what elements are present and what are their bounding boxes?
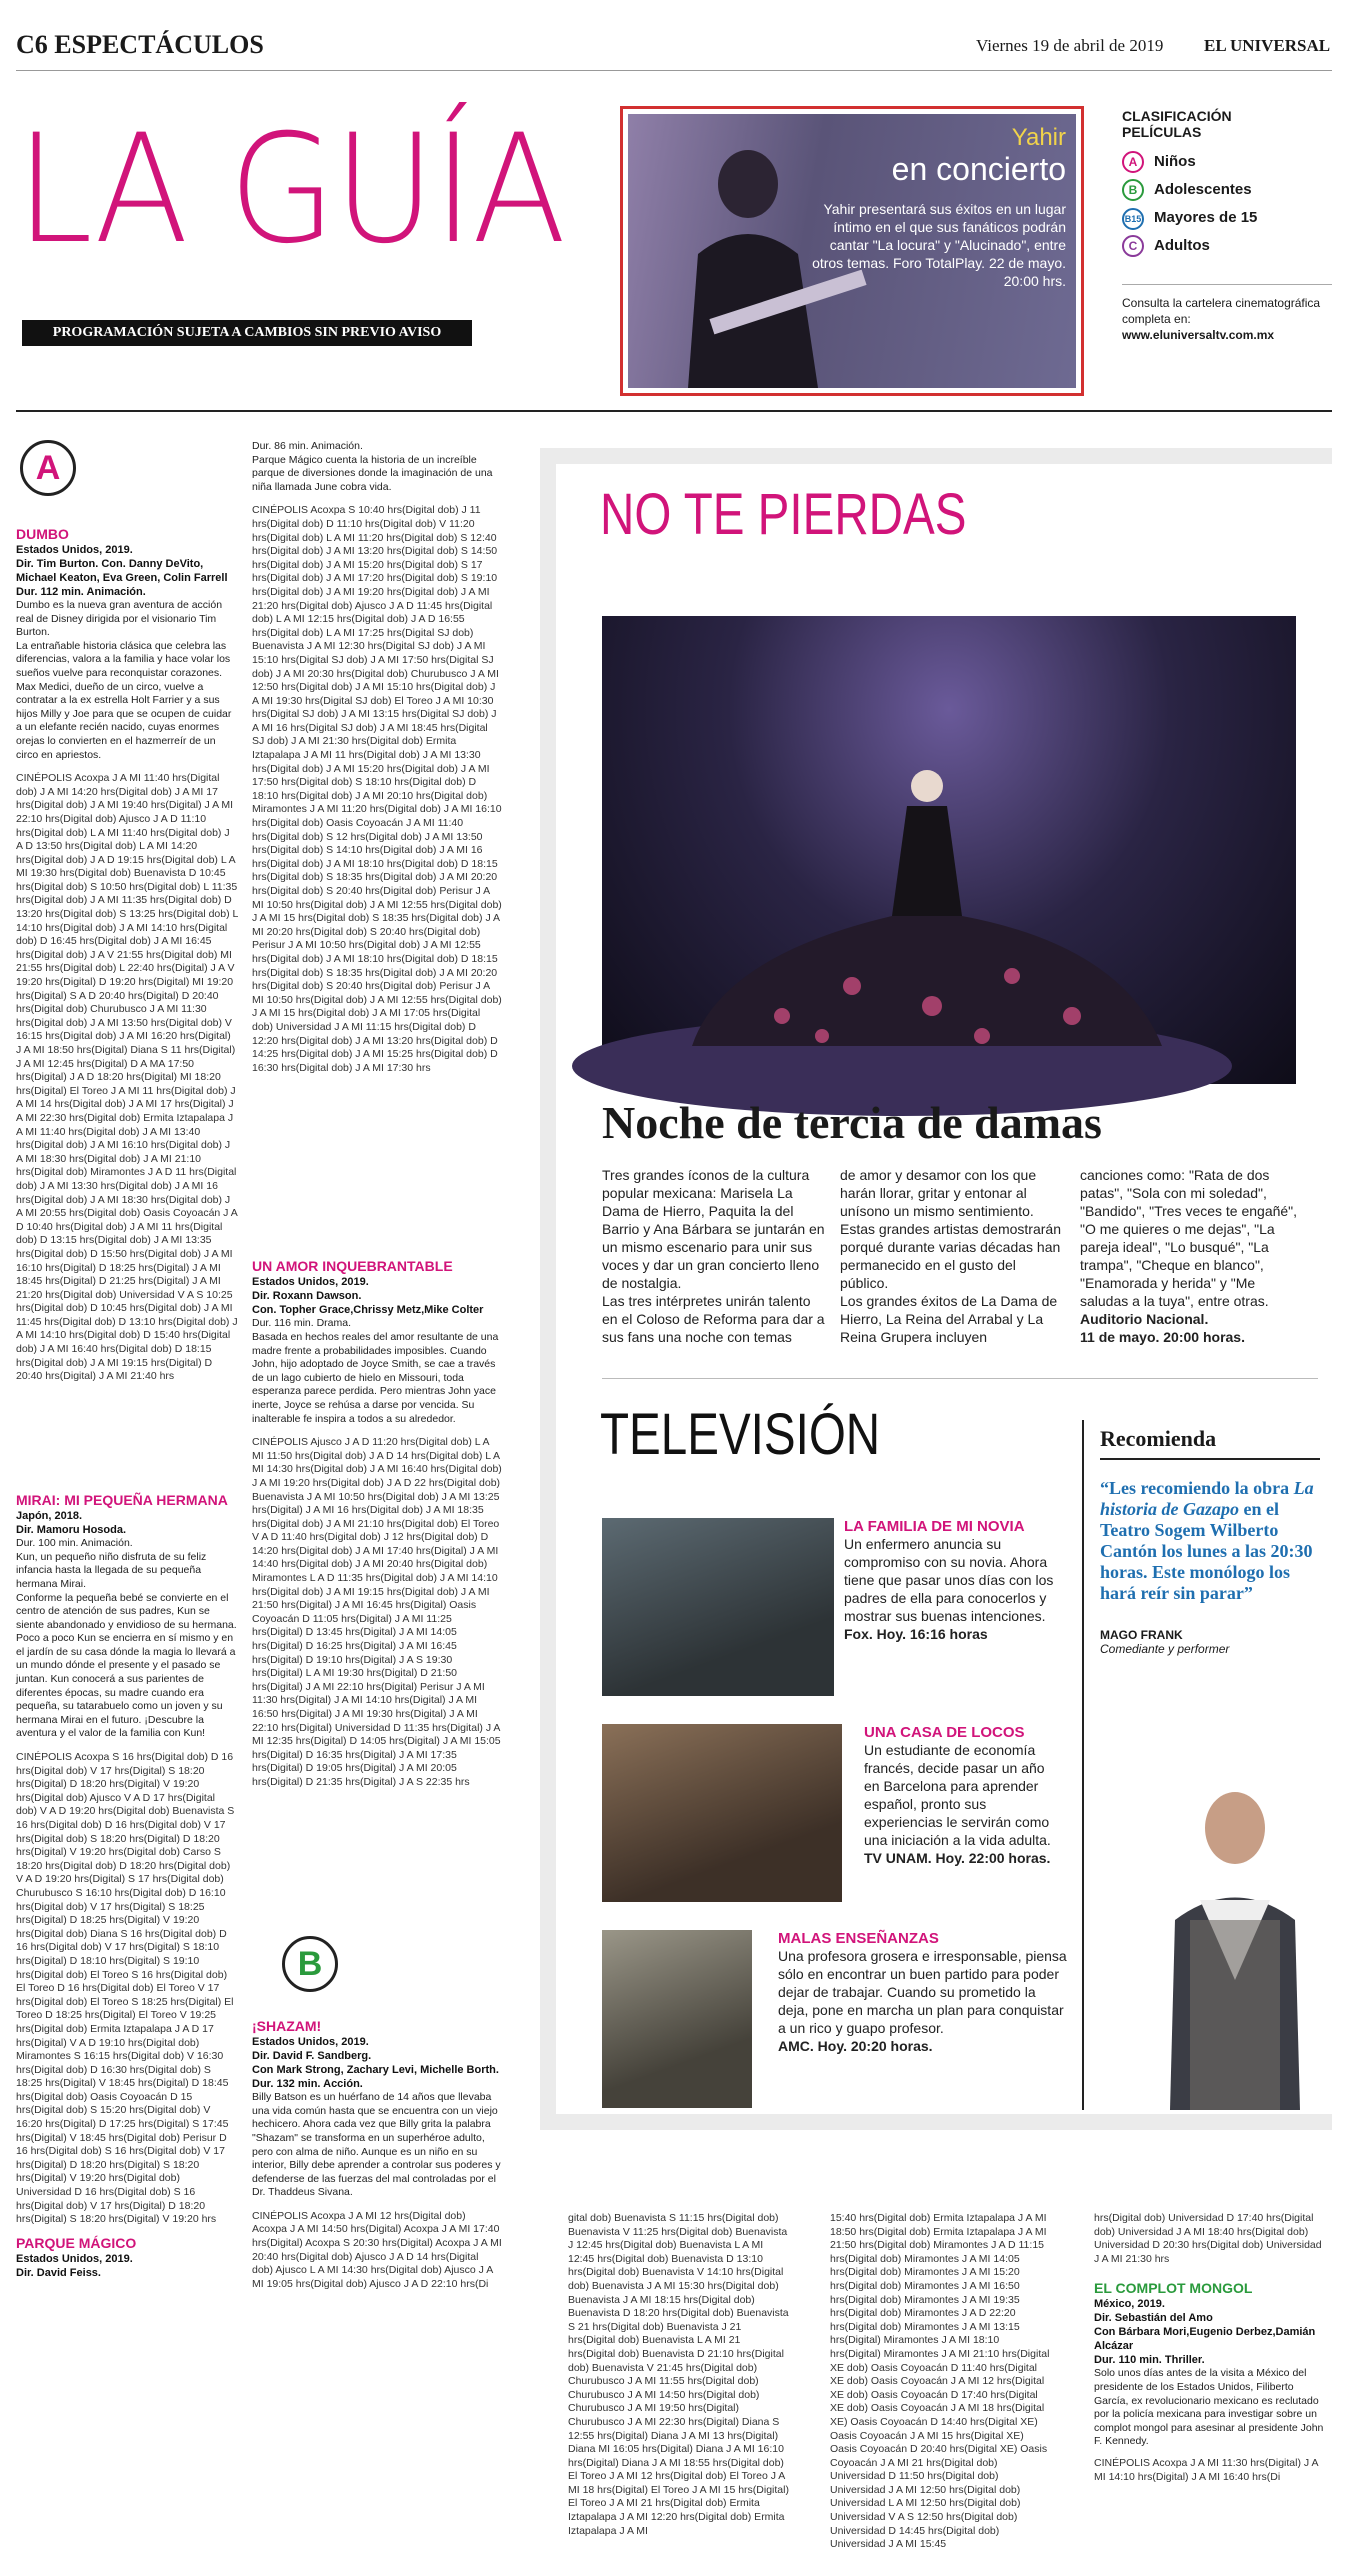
class-row-b15: [1122, 204, 1332, 232]
classification-subheading: PELÍCULAS: [1122, 124, 1202, 140]
movie-meta-complot: México, 2019. Dir. Sebastián del Amo Con Bárbara Mori,Eugenio Derbez,Damián Alcázar Dur. 110 min. Thriller.: [1094, 2298, 1316, 2367]
tv-title-malas: MALAS ENSEÑANZAS: [778, 1930, 939, 1947]
class-a-label: Niños: [1154, 153, 1196, 170]
cartelera-note: Consulta la cartelera cinematográfica completa en:: [1122, 284, 1332, 327]
listings-mirai: CINÉPOLIS Acoxpa S 16 hrs(Digital dob) D 16 hrs(Digital dob) V 17 hrs(Digital) S 18:20 hrs(Digital) D 18:20 hrs(Digital) V 19:20 hrs(Digital dob) Ajusco V A D 17 hrs(Digital dob) V A D 19:20 hrs(Digital dob) Buenavista S 16 hrs(Digital dob) D 16 hrs(Digital dob) V 17 hrs(Digital dob) S 18:20 hrs(Digital) D 18:20 hrs(Digital) V 19:20 hrs(Digital dob) Carso S 18:20 hrs(Digital dob) D 18:20 hrs(Digital dob) V A D 19:20 hrs(Digital) S 17 hrs(Digital dob) Churubusco S 16:10 hrs(Digital dob) D 16:10 hrs(Digital dob) V 17 hrs(Digital) S 18:25 hrs(Digital) D 18:25 hrs(Digital) V 19:20 hrs(Digital dob) Diana S 16 hrs(Digital dob) D 16 hrs(Digital dob) V 17 hrs(Digital) S 18:10 hrs(Digital) D 18:10 hrs(Digital) S 19:10 hrs(Digital dob) El Toreo S 16 hrs(Digital dob) El Toreo D 16 hrs(Digital dob) El Toreo V 17 hrs(Digital dob) El Toreo S 18:25 hrs(Digital) El Toreo D 18:25 hrs(Digital) El Toreo V 19:25 hrs(Digital dob) Ermita Iztapalapa J A D 17 hrs(Digital) V A D 19:10 hrs(Digital dob) Miramontes S 16:15 hrs(Digital dob) V 16:30 hrs(Digital dob) D 16:30 hrs(Digital dob) S 18:25 hrs(Digital) V 18:45 hrs(Digital) D 18:45 hrs(Digital dob) Oasis Coyoacán D 15 hrs(Digital dob) S 15:20 hrs(Digital dob) V 16:20 hrs(Digital) D 17:25 hrs(Digital) S 17:45 hrs(Digital) V 18:45 hrs(Digital dob) Perisur D 16 hrs(Digital dob) S 16 hrs(Digital dob) V 17 hrs(Digital) D 18:20 hrs(Digital) S 18:20 hrs(Digital) V 19:20 hrs(Digital dob) Universidad D 16 hrs(Digital dob) S 16 hrs(Digital dob) V 17 hrs(Digital) D 18:20 hrs(Digital) S 18:20 hrs(Digital) V 19:20 hrs: [16, 1751, 235, 2226]
movie-synopsis-amor: Dur. 116 min. Drama. Basada en hechos reales del amor resultante de una madre frente a probabilidades imposibles. Cuando John, hijo adoptado de Joyce Smith, se cae a través de un lago cubierto de hielo en Missouri, toda esperanza parece perdida. Pero mientras John yace inerte, Joyce se rehúsa a darse por vencida. Su inalterable fe inspira a todos a su alrededor.: [252, 1317, 499, 1425]
movie-title-complot: EL COMPLOT MONGOL: [1094, 2280, 1253, 2297]
tv-photo-familia: [602, 1518, 834, 1696]
listings-complot: CINÉPOLIS Acoxpa J A MI 11:30 hrs(Digital) J A MI 14:10 hrs(Digital) J A MI 16:40 hrs(Di: [1094, 2456, 1318, 2483]
paper-name: EL UNIVERSAL: [1204, 36, 1331, 55]
recomienda-quote: [1100, 1478, 1320, 1604]
class-c-icon: C: [1122, 235, 1144, 257]
quote-part-b: en el Teatro Sogem Wilberto Cantón los lunes a las 20:30 horas. Este monólogo los hará reír sin parar”: [1100, 1499, 1313, 1603]
movie-title-shazam: ¡SHAZAM!: [252, 2018, 322, 2035]
no-te-pierdas-label: NO TE PIERDAS: [600, 482, 967, 547]
listings-parque: CINÉPOLIS Acoxpa S 10:40 hrs(Digital dob) J 11 hrs(Digital dob) D 11:10 hrs(Digital dob) V 11:20 hrs(Digital dob) L A MI 11:20 hrs(Digital dob) S 12:40 hrs(Digital dob) J A MI 13:20 hrs(Digital dob) S 14:50 hrs(Digital dob) J A MI 15:20 hrs(Digital dob) S 17 hrs(Digital dob) J A MI 17:20 hrs(Digital dob) S 19:10 hrs(Digital dob) J A MI 19:20 hrs(Digital dob) J A MI 21:20 hrs(Digital dob) Ajusco J A D 11:45 hrs(Digital dob) L A MI 12:15 hrs(Digital dob) J A D 16:55 hrs(Digital dob) L A MI 17:25 hrs(Digital SJ dob) Buenavista J A MI 12:30 hrs(Digital SJ dob) J A MI 15:10 hrs(Digital SJ dob) J A MI 17:50 hrs(Digital SJ dob) J A MI 20:30 hrs(Digital dob) Churubusco J A MI 12:50 hrs(Digital dob) J A MI 15:10 hrs(Digital dob) J A MI 19:30 hrs(Digital SJ dob) El Toreo J A MI 10:30 hrs(Digital SJ dob) J A MI 13:15 hrs(Digital SJ dob) J A MI 16 hrs(Digital SJ dob) J A MI 18:45 hrs(Digital SJ dob) J A MI 21:30 hrs(Digital dob) Ermita Iztapalapa J A MI 11 hrs(Digital dob) J A MI 13:30 hrs(Digital dob) J A MI 15:20 hrs(Digital dob) J A MI 17:50 hrs(Digital dob) S 18:10 hrs(Digital dob) D 18:10 hrs(Digital dob) J A MI 20:10 hrs(Digital dob) Miramontes J A MI 11:20 hrs(Digital dob) J A MI 16:10 hrs(Digital dob) Oasis Coyoacán J A MI 11:40 hrs(Digital dob) S 12 hrs(Digital dob) J A MI 13:50 hrs(Digital dob) S 14:10 hrs(Digital dob) J A MI 16 hrs(Digital dob) J A MI 18:10 hrs(Digital dob) D 18:15 hrs(Digital dob) S 18:35 hrs(Digital dob) J A MI 20:20 hrs(Digital dob) S 20:40 hrs(Digital dob) Perisur J A MI 10:50 hrs(Digital dob) J A MI 12:55 hrs(Digital dob) J A MI 15 hrs(Digital dob) S 18:35 hrs(Digital dob) J A MI 20:20 hrs(Digital dob) S 20:40 hrs(Digital dob) Perisur J A MI 10:50 hrs(Digital dob) J A MI 12:55 hrs(Digital dob) J A MI 18:10 hrs(Digital dob) D 18:15 hrs(Digital dob) S 18:35 hrs(Digital dob) J A MI 20:20 hrs(Digital dob) S 20:40 hrs(Digital dob) Perisur J A MI 10:50 hrs(Digital dob) J A MI 12:55 hrs(Digital dob) J A MI 15 hrs(Digital dob) J A MI 17:05 hrs(Digital dob) Universidad J A MI 11:15 hrs(Digital dob) D 12:20 hrs(Digital dob) J A MI 13:20 hrs(Digital dob) D 14:25 hrs(Digital dob) J A MI 15:25 hrs(Digital dob) D 16:30 hrs(Digital dob) J A MI 17:30 hrs: [252, 504, 502, 1074]
tercia-date: 11 de mayo. 20:00 horas.: [1080, 1329, 1245, 1345]
featured-body: Yahir presentará sus éxitos en un lugar íntimo en el que sus fanáticos podrán cantar "La locura" y "Alucinado", entre otros temas. Foro TotalPlay. 22 de mayo. 20:00 hrs.: [812, 201, 1066, 289]
tercia-songs: canciones como: "Rata de dos patas", "Sola con mi soledad", "Bandido", "Tres veces te engañé", "O me quieres o me dejas", "La pareja ideal", "Lo busqué", "La trampa", "Cheque en blanco", "Enamorada y herida" y "Me saludas a la tuya", entre otras.: [1080, 1167, 1298, 1309]
recomienda-rule: [1082, 1420, 1084, 2110]
classification-box: [1122, 108, 1332, 343]
tv-title-casa: UNA CASA DE LOCOS: [864, 1724, 1025, 1741]
recomienda-box: [1100, 1426, 1320, 1656]
section-label: C6 ESPECTÁCULOS: [16, 30, 264, 59]
movie-synopsis-dumbo: Dumbo es la nueva gran aventura de acción real de Disney dirigida por el visionario Tim Burton. La entrañable historia clásica que celebra las diferencias, valora a la familia y hace volar los sueños vuelve para reconquistar corazones. Max Medici, dueño de un circo, vuelve a contratar a la ex estrella Holt Farrier y a sus hijos Milly y Joe para que se ocupen de cuidar a un elefante recién nacido, cuyas enormes orejas lo convierten en el hazmerreír de un circo en apriestos.: [16, 599, 232, 761]
movie-synopsis-shazam: Billy Batson es un huérfano de 14 años que llevaba una vida común hasta que se encuentra con un viejo hechicero. Ahora cada vez que Billy grita la palabra "Shazam" se transforma en un superhéroe adulto, pero con alma de niño. Aunque es un niño en su interior, Billy debe aprender a controlar sus poderes y defenderse de las fuerzas del mal controladas por el Dr. Thaddeus Sivana.: [252, 2091, 501, 2199]
tv-item-malas: [778, 1930, 1068, 2055]
notice-banner: PROGRAMACIÓN SUJETA A CAMBIOS SIN PREVIO AVISO: [22, 320, 472, 346]
tv-when-malas: AMC. Hoy. 20:20 horas.: [778, 2038, 933, 2054]
yahir-photo: [628, 114, 1076, 388]
tv-when-casa: TV UNAM. Hoy. 22:00 horas.: [864, 1850, 1051, 1866]
tv-body-familia: Un enfermero anuncia su compromiso con su novia. Ahora tiene que pasar unos días con los padres de ella para conocerlos y mostrar sus buenas intenciones.: [844, 1536, 1054, 1624]
listings-shazam: CINÉPOLIS Acoxpa J A MI 12 hrs(Digital dob) Acoxpa J A MI 14:50 hrs(Digital) Acoxpa J A MI 17:40 hrs(Digital) Acoxpa S 20:30 hrs(Digital) Acoxpa J A MI 20:40 hrs(Digital dob) Ajusco J A D 14 hrs(Digital dob) Ajusco L A MI 14:30 hrs(Digital dob) Ajusco J A MI 19:05 hrs(Digital dob) Ajusco J A D 22:10 hrs(Di: [252, 2209, 502, 2290]
recomienda-name: MAGO FRANK: [1100, 1628, 1183, 1642]
tercia-headline: Noche de tercia de damas: [602, 1097, 1102, 1148]
movie-meta-mirai: Japón, 2018. Dir. Mamoru Hosoda.: [16, 1510, 127, 1537]
class-a-icon: A: [1122, 151, 1144, 173]
featured-title-2: en concierto: [891, 151, 1066, 187]
tv-title-familia: LA FAMILIA DE MI NOVIA: [844, 1518, 1025, 1535]
mago-frank-photo: [1150, 1780, 1320, 2110]
listings-amor: CINÉPOLIS Ajusco J A D 11:20 hrs(Digital dob) L A MI 11:50 hrs(Digital dob) J A D 14 hrs(Digital dob) L A MI 14:30 hrs(Digital dob) J A MI 16:40 hrs(Digital dob) J A MI 19:20 hrs(Digital dob) J A D 22 hrs(Digital dob) Buenavista J A MI 10:50 hrs(Digital dob) J A MI 13:25 hrs(Digital) J A MI 16 hrs(Digital dob) J A MI 18:35 hrs(Digital dob) J A MI 21:10 hrs(Digital dob) El Toreo V A D 11:40 hrs(Digital dob) J 12 hrs(Digital dob) D 14:20 hrs(Digital dob) J A MI 17:40 hrs(Digital) J A MI 14:40 hrs(Digital dob) J A MI 20:40 hrs(Digital dob) Miramontes L A D 11:35 hrs(Digital dob) J A MI 14:10 hrs(Digital dob) J A MI 19:15 hrs(Digital dob) J A MI 21:50 hrs(Digital) J A MI 16:45 hrs(Digital) Oasis Coyoacán D 11:05 hrs(Digital) J A MI 11:25 hrs(Digital) D 13:45 hrs(Digital) J A MI 14:05 hrs(Digital) D 16:25 hrs(Digital) J A MI 16:45 hrs(Digital) D 19:10 hrs(Digital) J A S 19:30 hrs(Digital) L A MI 19:30 hrs(Digital) D 21:50 hrs(Digital) J A MI 22:10 hrs(Digital) Perisur J A MI 11:30 hrs(Digital) J A MI 14:10 hrs(Digital) J A MI 16:50 hrs(Digital) J A MI 19:30 hrs(Digital) J A MI 22:10 hrs(Digital) Universidad D 11:35 hrs(Digital) J A MI 12:35 hrs(Digital) D 14:05 hrs(Digital) J A MI 15:05 hrs(Digital) D 16:35 hrs(Digital) J A MI 17:35 hrs(Digital) D 19:05 hrs(Digital) J A MI 20:05 hrs(Digital) D 21:35 hrs(Digital) J A S 22:35 hrs: [252, 1436, 502, 1788]
tv-body-malas: Una profesora grosera e irresponsable, piensa sólo en encontrar un buen partido para poder dejar de trabajar. Cuando su prometido la deja, pone en marcha un plan para conquistar a un rico y guapo profesor.: [778, 1948, 1067, 2036]
class-row-a: [1122, 148, 1332, 176]
class-b-icon: B: [1122, 179, 1144, 201]
tv-item-casa: [864, 1724, 1064, 1867]
masthead-title: LA GUÍA: [16, 103, 565, 277]
movie-title-dumbo: DUMBO: [16, 526, 69, 542]
concert-stage-illustration: [602, 616, 1296, 1084]
listings-shazam-cont-2: 15:40 hrs(Digital dob) Ermita Iztapalapa J A MI 18:50 hrs(Digital dob) Ermita Iztapalapa J A MI 21:50 hrs(Digital dob) Miramontes J A D 11:15 hrs(Digital dob) Miramontes J A MI 14:05 hrs(Digital dob) Miramontes J A MI 15:20 hrs(Digital dob) Miramontes J A MI 16:50 hrs(Digital dob) Miramontes J A MI 19:35 hrs(Digital dob) Miramontes J A D 22:20 hrs(Digital dob) Miramontes J A MI 13:15 hrs(Digital) Miramontes J A MI 18:10 hrs(Digital) Miramontes J A MI 21:10 hrs(Digital XE dob) Oasis Coyoacán D 11:40 hrs(Digital XE dob) Oasis Coyoacán J A MI 12 hrs(Digital XE dob) Oasis Coyoacán D 17:40 hrs(Digital XE dob) Oasis Coyoacán J A MI 18 hrs(Digital XE) Oasis Coyoacán D 14:40 hrs(Digital XE) Oasis Coyoacán J A MI 15 hrs(Digital XE) Oasis Coyoacán D 20:40 hrs(Digital XE) Oasis Coyoacán J A MI 21 hrs(Digital dob) Universidad D 11:50 hrs(Digital dob) Universidad J A MI 12:50 hrs(Digital dob) Universidad L A MI 12:50 hrs(Digital dob) Universidad V A S 12:50 hrs(Digital dob) Universidad D 14:45 hrs(Digital dob) Universidad J A MI 15:45: [830, 2212, 1050, 2551]
tercia-col-3: [1080, 1166, 1300, 1346]
class-row-c: [1122, 232, 1332, 260]
performer-illustration: [1150, 1780, 1320, 2110]
listings-shazam-cont-3: hrs(Digital dob) Universidad D 17:40 hrs(Digital dob) Universidad J A MI 18:40 hrs(Digital dob) Universidad D 20:30 hrs(Digital dob) Universidad J A MI 21:30 hrs: [1094, 2212, 1322, 2265]
tv-body-casa: Un estudiante de economía francés, decide pasar un año en Barcelona para aprender español, pronto sus experiencias le servirán como una iniciación a la vida adulta.: [864, 1742, 1051, 1848]
tercia-col-2: de amor y desamor con los que harán llorar, gritar y entonar al unísono un mismo sentimiento. Estas grandes artistas demostrarán porqué durante varias décadas han permanecido en el gusto del público. Los grandes éxitos de La Dama de Hierro, La Reina del Arrabal y La Reina Grupera incluyen: [840, 1167, 1061, 1345]
recomienda-role: Comediante y performer: [1100, 1642, 1230, 1656]
movie-synopsis-complot: Solo unos días antes de la visita a México del presidente de los Estados Unidos, Filiberto García, ex revolucionario mexicano es reclutado por la policía mexicana para investigar sobre un complot mongol para asesinar al presidente John F. Kennedy.: [1094, 2367, 1324, 2448]
movie-meta-shazam: Estados Unidos, 2019. Dir. David F. Sandberg. Con Mark Strong, Zachary Levi, Michelle Borth. Dur. 132 min. Acción.: [252, 2036, 499, 2091]
synopsis-parque: Dur. 86 min. Animación. Parque Mágico cuenta la historia de un increíble parque de diversiones donde la imaginación de una niña llamada June cobra vida.: [252, 440, 493, 493]
tv-when-familia: Fox. Hoy. 16:16 horas: [844, 1626, 988, 1642]
tv-label: TELEVISIÓN: [600, 1402, 881, 1467]
classification-heading: CLASIFICACIÓN: [1122, 108, 1232, 124]
class-row-b: [1122, 176, 1332, 204]
column-2: [252, 440, 502, 2320]
class-b15-label: Mayores de 15: [1154, 209, 1258, 226]
quote-part-a: “Les recomiendo la obra: [1100, 1478, 1294, 1498]
listings-dumbo: CINÉPOLIS Acoxpa J A MI 11:40 hrs(Digital dob) J A MI 14:20 hrs(Digital dob) J A MI 17 hrs(Digital dob) J A MI 19:40 hrs(Digital) J A MI 22:10 hrs(Digital dob) Ajusco J A D 11:10 hrs(Digital dob) L A MI 11:40 hrs(Digital dob) J A D 13:50 hrs(Digital dob) L A MI 14:20 hrs(Digital dob) J A D 19:15 hrs(Digital dob) L A MI 19:30 hrs(Digital dob) Buenavista D 10:45 hrs(Digital dob) S 10:50 hrs(Digital dob) L 11:35 hrs(Digital dob) J A MI 11:35 hrs(Digital dob) D 13:20 hrs(Digital dob) S 13:25 hrs(Digital dob) L 14:10 hrs(Digital dob) J A MI 14:10 hrs(Digital dob) D 16:45 hrs(Digital dob) J A MI 16:45 hrs(Digital dob) J A V 21:55 hrs(Digital dob) MI 21:55 hrs(Digital dob) L 22:40 hrs(Digital) J A V 19:20 hrs(Digital) D 19:20 hrs(Digital) MI 19:20 hrs(Digital) S A D 20:40 hrs(Digital) D 20:40 hrs(Digital dob) Churubusco J A MI 11:30 hrs(Digital dob) J A MI 13:50 hrs(Digital dob) V 16:15 hrs(Digital dob) J A MI 16:20 hrs(Digital) J A MI 18:50 hrs(Digital) Diana S 11 hrs(Digital) J A MI 12:45 hrs(Digital) D A MA 17:50 hrs(Digital) J A D 18:20 hrs(Digital) MI 18:20 hrs(Digital) El Toreo J A MI 11 hrs(Digital dob) J A MI 14 hrs(Digital dob) J A MI 17 hrs(Digital) J A MI 22:30 hrs(Digital dob) Ermita Iztapalapa J A MI 11:40 hrs(Digital dob) J A MI 13:40 hrs(Digital dob) J A MI 16:10 hrs(Digital dob) J A MI 18:30 hrs(Digital dob) J A MI 21:10 hrs(Digital dob) Miramontes J A D 11 hrs(Digital dob) J A MI 13:30 hrs(Digital dob) J A MI 16 hrs(Digital dob) J A MI 18:30 hrs(Digital dob) J A MI 20:55 hrs(Digital dob) Oasis Coyoacán J A D 10:40 hrs(Digital dob) J A MI 11 hrs(Digital dob) D 13:15 hrs(Digital dob) J A MI 13:35 hrs(Digital dob) D 15:50 hrs(Digital dob) J A MI 16:10 hrs(Digital) D 18:25 hrs(Digital) J A MI 18:45 hrs(Digital) D 21:25 hrs(Digital) J A MI 21:20 hrs(Digital dob) Universidad V A S 10:25 hrs(Digital dob) D 10:45 hrs(Digital dob) J A MI 11:45 hrs(Digital dob) D 13:10 hrs(Digital dob) J A MI 14:10 hrs(Digital dob) D 15:40 hrs(Digital dob) J A MI 16:40 hrs(Digital dob) D 18:15 hrs(Digital dob) J A MI 19:15 hrs(Digital) D 20:40 hrs(Digital) J A MI 21:40 hrs: [16, 772, 238, 1383]
movie-meta-dumbo: Estados Unidos, 2019. Dir. Tim Burton. Con. Danny DeVito, Michael Keaton, Eva Green, Colin Farrell Dur. 112 min. Animación.: [16, 544, 228, 598]
category-b-badge: B: [282, 1936, 338, 1992]
movie-title-parque: PARQUE MÁGICO: [16, 2235, 137, 2252]
class-c-label: Adultos: [1154, 237, 1210, 254]
movie-title-mirai: MIRAI: MI PEQUEÑA HERMANA: [16, 1492, 228, 1509]
class-b15-icon: B15: [1122, 208, 1144, 230]
tv-item-familia: [844, 1518, 1074, 1643]
featured-title-1: Yahir: [1011, 124, 1066, 151]
cartelera-link[interactable]: www.eluniversaltv.com.mx: [1122, 328, 1275, 342]
movie-meta-parque: Estados Unidos, 2019. Dir. David Feiss.: [16, 2253, 133, 2280]
tv-photo-casa: [602, 1724, 842, 1902]
tercia-col-1: Tres grandes íconos de la cultura popular mexicana: Marisela La Dama de Hierro, Paquita la del Barrio y Ana Bárbara se juntarán en un mismo escenario para unir sus voces y dar un gran concierto lleno de nostalgia. Las tres intérpretes unirán talento en el Coloso de Reforma para dar a sus fans una noche con temas: [602, 1167, 825, 1345]
class-b-label: Adolescentes: [1154, 181, 1252, 198]
listings-shazam-cont-1: gital dob) Buenavista S 11:15 hrs(Digital dob) Buenavista V 11:25 hrs(Digital dob) Buenavista J 12:45 hrs(Digital dob) Buenavista L A MI 12:45 hrs(Digital dob) Buenavista D 13:10 hrs(Digital dob) Buenavista V 14:10 hrs(Digital dob) Buenavista J A MI 15:30 hrs(Digital dob) Buenavista J A MI 18:15 hrs(Digital dob) Buenavista D 18:20 hrs(Digital dob) Buenavista S 21 hrs(Digital dob) Buenavista J 21 hrs(Digital dob) Buenavista L A MI 21 hrs(Digital dob) Buenavista D 21:10 hrs(Digital dob) Buenavista V 21:45 hrs(Digital dob) Churubusco J A MI 11:55 hrs(Digital dob) Churubusco J A MI 14:50 hrs(Digital dob) Churubusco J A MI 19:50 hrs(Digital) Churubusco J A MI 22:30 hrs(Digital) Diana S 12:55 hrs(Digital) Diana J A MI 13 hrs(Digital) Diana MI 16:05 hrs(Digital) Diana J A MI 16:10 hrs(Digital) Diana J A MI 18:55 hrs(Digital dob) El Toreo J A MI 12 hrs(Digital dob) El Toreo J A MI 18 hrs(Digital) El Toreo J A MI 15 hrs(Digital) El Toreo J A MI 21 hrs(Digital dob) Ermita Iztapalapa J A MI 12:20 hrs(Digital dob) Ermita Iztapalapa J A MI: [568, 2212, 789, 2537]
tercia-venue: Auditorio Nacional.: [1080, 1311, 1209, 1327]
tv-photo-malas: [602, 1930, 752, 2108]
tercia-rule: [602, 1378, 1318, 1379]
masthead-rule: [16, 410, 1332, 412]
category-a-badge: A: [20, 440, 76, 496]
column-last: [1094, 2212, 1324, 2484]
movie-title-amor: UN AMOR INQUEBRANTABLE: [252, 1258, 453, 1275]
concert-photo: [602, 616, 1296, 1084]
quote-play-title: La historia de Gazapo: [1100, 1478, 1314, 1519]
recomienda-title: Recomienda: [1100, 1426, 1320, 1460]
movie-meta-amor: Estados Unidos, 2019. Dir. Roxann Dawson. Con. Topher Grace,Chrissy Metz,Mike Colter: [252, 1276, 484, 1317]
featured-box: [620, 106, 1084, 396]
movie-synopsis-mirai: Dur. 100 min. Animación. Kun, un pequeño niño disfruta de su feliz infancia hasta la llegada de su pequeña hermana Mirai. Conforme la pequeña bebé se convierte en el centro de atención de sus padres, Kun se siente abandonado y envidioso de su hermana. Poco a poco Kun se encierra en sí mismo y en el jardín de su casa dónde la magia lo llevará a un mundo dónde el presente y el pasado se juntan. Kun conocerá a sus parientes de diferentes épocas, su madre cuando era pequeña, su tatarabuelo como un joven y su hermana Mirai en el futuro. ¡Descubre la aventura y el valor de la familia con Kun!: [16, 1537, 237, 1740]
issue-date: Viernes 19 de abril de 2019: [976, 36, 1164, 55]
column-1: [16, 440, 238, 2280]
